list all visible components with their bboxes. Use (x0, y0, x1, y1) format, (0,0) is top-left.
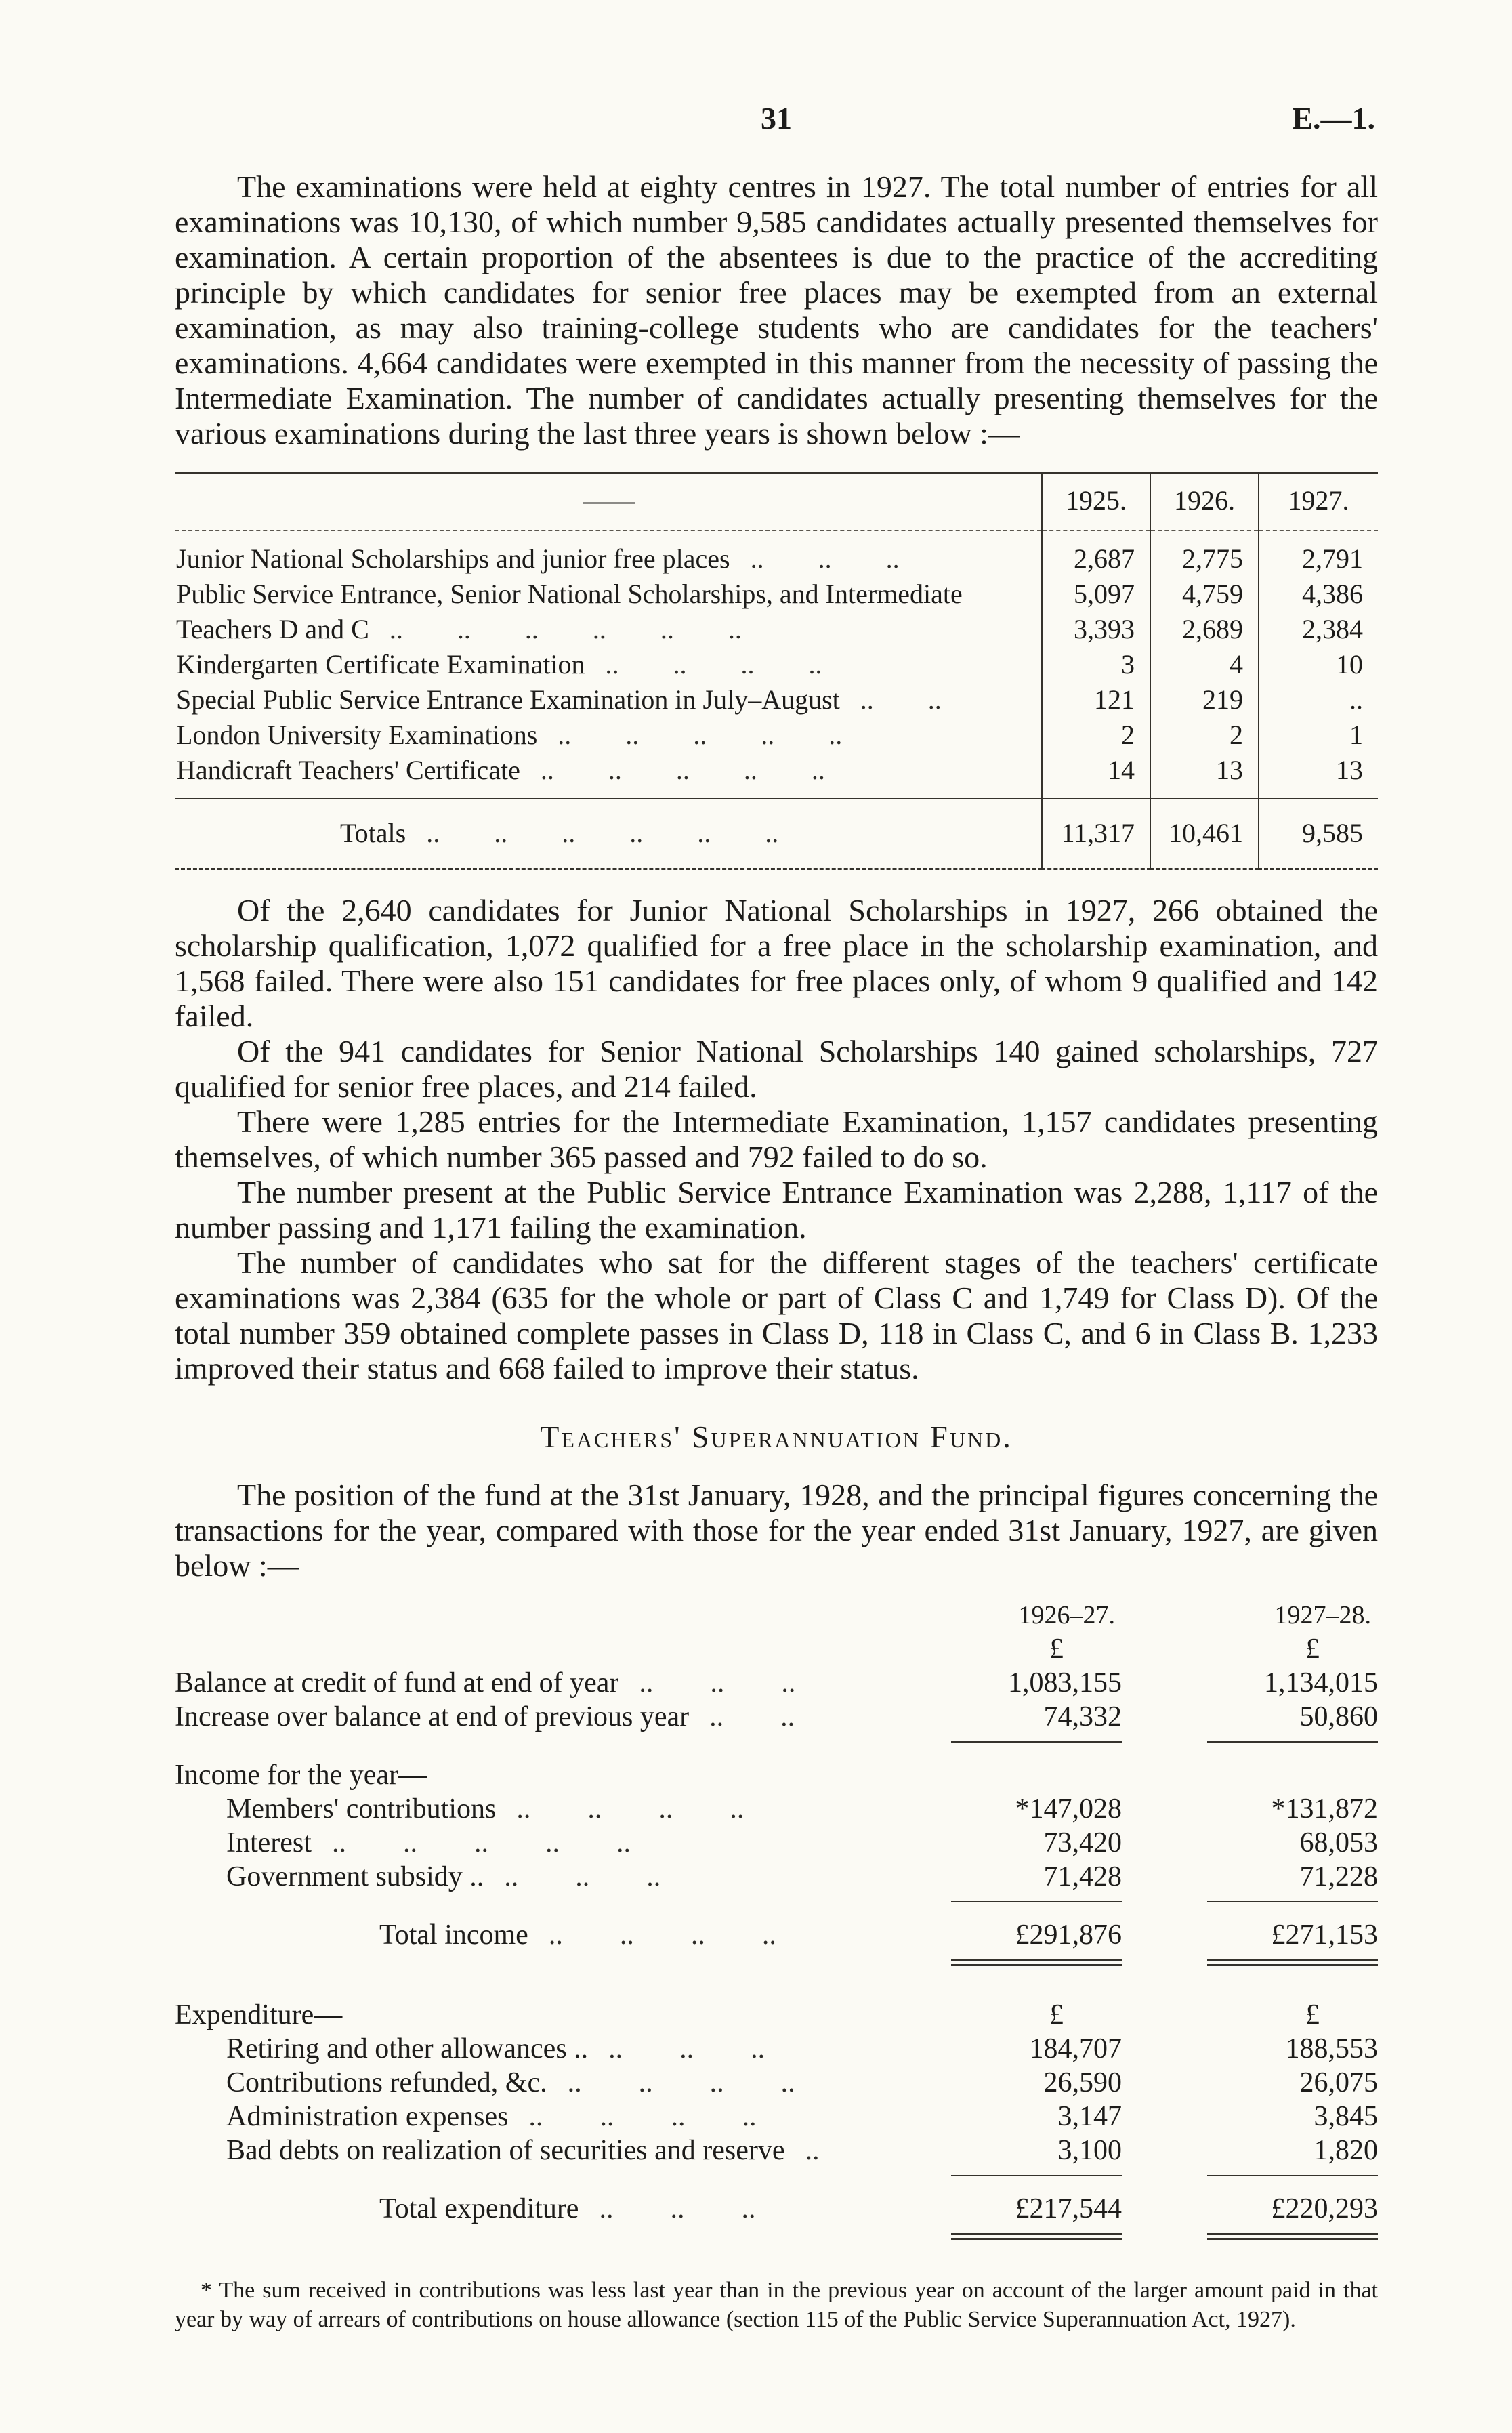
table-row (175, 718, 1378, 753)
fund-row-label: Interest (226, 1827, 312, 1858)
fund-row-label: Income for the year— (175, 1760, 427, 1791)
exam-total-value: 10,461 (1150, 799, 1259, 869)
exam-value: 1 (1259, 718, 1378, 753)
exam-value: 2,687 (1042, 531, 1150, 577)
dot-leader: .. .. .. .. (548, 1919, 776, 1951)
dot-leader: .. .. (709, 1701, 795, 1732)
dot-leader: .. .. .. (608, 2033, 765, 2064)
exam-total-value: 11,317 (1042, 799, 1150, 869)
superannuation-fund-table (175, 1598, 1378, 2247)
dot-leader: .. .. .. .. (528, 2101, 757, 2132)
fund-row-label: Members' contributions (226, 1793, 497, 1825)
exam-value: 10 (1259, 647, 1378, 682)
exam-value: 2,689 (1150, 612, 1259, 647)
double-rule-row (175, 1952, 1378, 1974)
dot-leader: .. .. .. .. (516, 1793, 744, 1825)
fund-value: 68,053 (1299, 1827, 1378, 1858)
row-label: Special Public Service Entrance Examination in July–August (176, 684, 840, 715)
fund-value: 71,428 (1043, 1861, 1122, 1892)
fund-value: 3,147 (1057, 2101, 1122, 2132)
fund-value: 74,332 (1043, 1701, 1122, 1732)
exam-value: 2 (1042, 718, 1150, 753)
rule (1207, 1741, 1378, 1743)
page-header (175, 100, 1378, 141)
examinations-table-wrap (175, 472, 1378, 870)
dot-leader: .. .. .. (504, 1861, 661, 1892)
exam-value: 2 (1150, 718, 1259, 753)
row-label: Handicraft Teachers' Certificate (176, 755, 520, 785)
exam-year-header: 1926. (1150, 473, 1259, 531)
row-label: Totals (340, 818, 406, 848)
table-row (175, 647, 1378, 682)
fund-value: *147,028 (1015, 1793, 1122, 1825)
row-label: Teachers D and C (176, 614, 369, 644)
body-paragraph: The number of candidates who sat for the different stages of the teachers' certificate examinations was 2,384 (635 for the whole or part of Class C and 1,749 for Class D). Of the total number 359 obtained complete passes in Class D, 118 in Class C, and 6 in Class B. 1,233 improved their status and 668 failed to improve their status. (175, 1245, 1378, 1386)
exam-value: 4,759 (1150, 577, 1259, 612)
fund-row (175, 1666, 1378, 1700)
exam-total-value: 9,585 (1259, 799, 1378, 869)
exam-value: 13 (1150, 753, 1259, 799)
exam-value: 4 (1150, 647, 1259, 682)
dot-leader: .. .. .. .. .. .. (426, 818, 779, 848)
dot-leader: .. .. .. .. .. .. (389, 614, 742, 644)
dot-leader: .. .. .. .. .. (331, 1827, 631, 1858)
rule (951, 1741, 1122, 1743)
table-row (175, 577, 1378, 612)
fund-row (175, 1700, 1378, 1734)
rule-row (175, 2167, 1378, 2184)
dot-leader: .. .. .. (599, 2193, 756, 2224)
fund-value: 26,590 (1043, 2067, 1122, 2098)
fund-value: 50,860 (1299, 1701, 1378, 1732)
exam-value: 14 (1042, 753, 1150, 799)
fund-value: 3,100 (1057, 2135, 1122, 2166)
exam-value: 4,386 (1259, 577, 1378, 612)
exam-value: 3,393 (1042, 612, 1150, 647)
rule (1207, 1901, 1378, 1902)
rule (1207, 2175, 1378, 2176)
body-paragraph: There were 1,285 entries for the Intermediate Examination, 1,157 candidates presenting themselves, of which number 365 passed and 792 failed to do so. (175, 1104, 1378, 1174)
exam-value: 2,775 (1150, 531, 1259, 577)
exam-value: 3 (1042, 647, 1150, 682)
double-rule (951, 1959, 1122, 1966)
fund-row-label: Bad debts on realization of securities and reserve (226, 2135, 785, 2166)
exam-year-header: 1927. (1259, 473, 1378, 531)
body-paragraph: Of the 941 candidates for Senior National Scholarships 140 gained scholarships, 727 qualified for senior free places, and 214 failed. (175, 1034, 1378, 1104)
examinations-table (175, 472, 1378, 870)
dot-leader: .. .. .. (639, 1667, 796, 1699)
dot-leader: .. .. (860, 684, 942, 715)
totals-row (175, 799, 1378, 869)
fund-year-label: 1926–27. (1018, 1601, 1115, 1629)
row-label: Public Service Entrance, Senior National Scholarships, and Intermediate (176, 579, 963, 609)
pound-sign: £ (1049, 1634, 1064, 1665)
fund-row (175, 2066, 1378, 2100)
intro-paragraph: The examinations were held at eighty centres in 1927. The total number of entries for all examinations was 10,130, of which number 9,585 candidates actually presented themselves for examination. A certain proportion of the absentees is due to the practice of the accrediting principle by which candidates for senior free places may be exempted from an external examination, as may also training-college students who are candidates for the teachers' examinations. 4,664 candidates were exempted in this manner from the necessity of passing the Intermediate Examination. The number of candidates actually presenting themselves for the various examinations during the last three years is shown below :— (175, 169, 1378, 451)
dot-leader: .. .. .. .. .. (540, 755, 825, 785)
double-rule (1207, 1959, 1378, 1966)
fund-row (175, 1792, 1378, 1826)
fund-year-header-row (175, 1598, 1378, 1632)
rule (951, 2175, 1122, 2176)
fund-value: 71,228 (1299, 1861, 1378, 1892)
double-rule (951, 2233, 1122, 2240)
exam-value: 2,791 (1259, 531, 1378, 577)
table-row (175, 531, 1378, 577)
row-label: Junior National Scholarships and junior free places (176, 543, 730, 574)
body-paragraph: The number present at the Public Service Entrance Examination was 2,288, 1,117 of the number passing and 1,171 failing the examination. (175, 1175, 1378, 1245)
section-heading: Teachers' Superannuation Fund. (540, 1419, 1013, 1454)
fund-year-label: 1927–28. (1274, 1601, 1371, 1629)
fund-row (175, 2134, 1378, 2167)
double-rule (1207, 2233, 1378, 2240)
rule-row (175, 1734, 1378, 1750)
fund-total-value: £217,544 (1015, 2193, 1122, 2224)
fund-row (175, 1918, 1378, 1952)
exam-header-row (175, 473, 1378, 531)
fund-row-label: Total expenditure (379, 2193, 579, 2224)
fund-section-header (175, 1758, 1378, 1792)
dot-leader: .. .. .. (750, 543, 900, 574)
fund-value: *131,872 (1271, 1793, 1378, 1825)
exam-value: 2,384 (1259, 612, 1378, 647)
fund-value: 188,553 (1285, 2033, 1378, 2064)
rule-row (175, 1894, 1378, 1910)
fund-intro-paragraph: The position of the fund at the 31st January, 1928, and the principal figures concerning the transactions for the year, compared with those for the year ended 31st January, 1927, are given below :— (175, 1478, 1378, 1583)
table-row (175, 612, 1378, 647)
page-number: 31 (761, 101, 792, 136)
fund-value: 1,083,155 (1008, 1667, 1122, 1699)
fund-row-label: Expenditure— (175, 1999, 343, 2031)
fund-row-label: Balance at credit of fund at end of year (175, 1667, 619, 1699)
dot-leader: .. .. .. .. (605, 649, 822, 680)
row-label: London University Examinations (176, 720, 538, 750)
doc-ref: E.—1. (1292, 101, 1375, 136)
body-paragraph: Of the 2,640 candidates for Junior National Scholarships in 1927, 266 obtained the scholarship qualification, 1,072 qualified for a free place in the scholarship examination, and 1,568 failed. There were also 151 candidates for free places only, of whom 9 qualified and 142 failed. (175, 893, 1378, 1033)
dot-leader: .. .. .. .. .. (558, 720, 843, 750)
footnote: * The sum received in contributions was less last year than in the previous year on account of the larger amount paid in that year by way of arrears of contributions on house allowance (section 115 of the Public Service Superannuation Act, 1927). (175, 2278, 1378, 2332)
fund-row (175, 2192, 1378, 2226)
dot-leader: .. (805, 2135, 820, 2166)
exam-value: 5,097 (1042, 577, 1150, 612)
fund-row-label: Total income (379, 1919, 528, 1951)
fund-total-value: £291,876 (1015, 1919, 1122, 1951)
fund-row-label: Contributions refunded, &c. (226, 2067, 547, 2098)
exam-value: 13 (1259, 753, 1378, 799)
pound-sign: £ (1305, 1999, 1320, 2031)
fund-row-label: Retiring and other allowances .. (226, 2033, 589, 2064)
fund-row (175, 1826, 1378, 1860)
fund-row-label: Government subsidy .. (226, 1861, 484, 1892)
fund-total-value: £271,153 (1271, 1919, 1378, 1951)
rule (951, 1901, 1122, 1902)
exam-value: .. (1259, 682, 1378, 718)
double-rule-row (175, 2226, 1378, 2247)
pound-sign: £ (1049, 1999, 1064, 2031)
fund-row (175, 2100, 1378, 2134)
fund-value: 3,845 (1314, 2101, 1378, 2132)
fund-section-header (175, 1998, 1378, 2032)
exam-table-stub: —— (175, 473, 1042, 531)
fund-row (175, 2032, 1378, 2066)
fund-value: 26,075 (1299, 2067, 1378, 2098)
fund-total-value: £220,293 (1271, 2193, 1378, 2224)
pound-sign: £ (1305, 1634, 1320, 1665)
dot-leader: .. .. .. .. (567, 2067, 795, 2098)
fund-row-label: Increase over balance at end of previous year (175, 1701, 690, 1732)
fund-row-label: Administration expenses (226, 2101, 509, 2132)
exam-year-header: 1925. (1042, 473, 1150, 531)
fund-value: 73,420 (1043, 1827, 1122, 1858)
fund-pound-row (175, 1632, 1378, 1666)
fund-value: 184,707 (1029, 2033, 1122, 2064)
row-label: Kindergarten Certificate Examination (176, 649, 585, 680)
exam-value: 121 (1042, 682, 1150, 718)
table-row (175, 682, 1378, 718)
exam-value: 219 (1150, 682, 1259, 718)
fund-row (175, 1860, 1378, 1894)
table-row (175, 753, 1378, 799)
fund-value: 1,820 (1314, 2135, 1378, 2166)
fund-value: 1,134,015 (1264, 1667, 1378, 1699)
